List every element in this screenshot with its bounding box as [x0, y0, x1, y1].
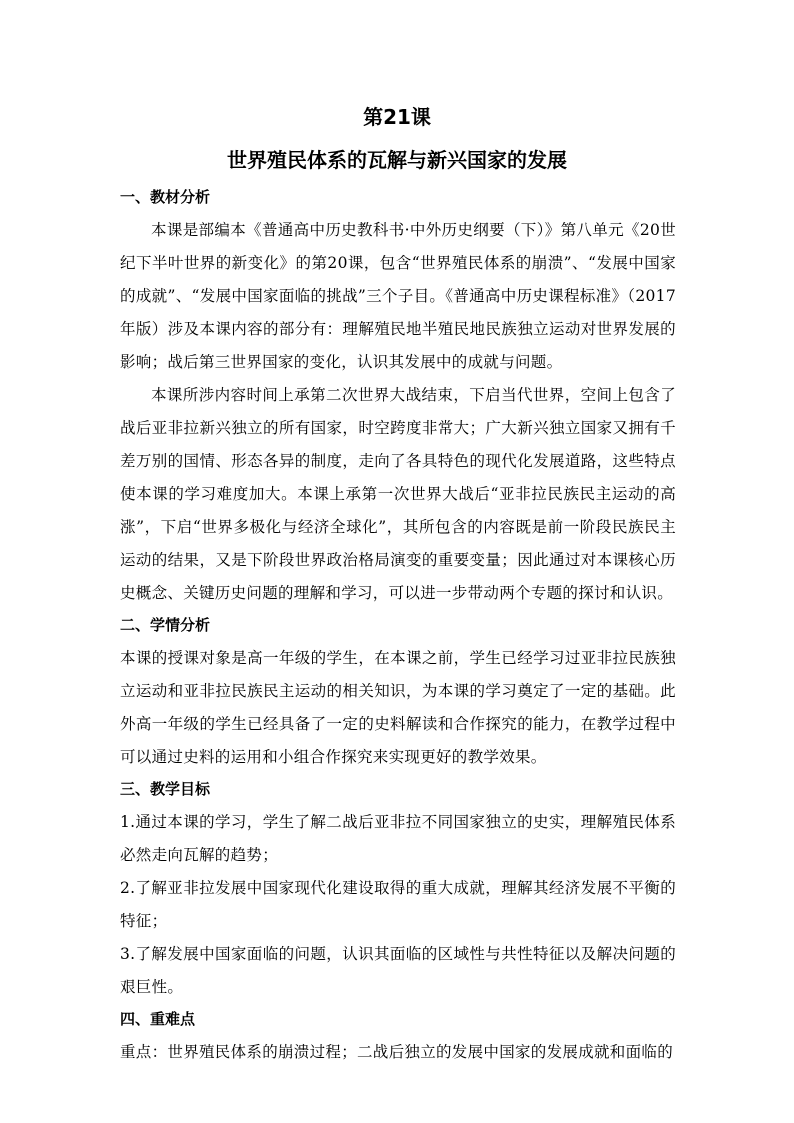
objective-item-2: 2.了解亚非拉发展中国家现代化建设取得的重大成就，理解其经济发展不平衡的特征；	[120, 879, 676, 930]
lesson-number: 第21课	[363, 105, 431, 129]
section-heading-teaching-objectives: 三、教学目标	[120, 780, 211, 798]
lesson-title: 世界殖民体系的瓦解与新兴国家的发展	[227, 148, 567, 172]
objective-item-1: 1.通过本课的学习，学生了解二战后亚非拉不同国家独立的史实，理解殖民体系必然走向瓦解的趋势；	[120, 813, 676, 864]
objective-item-3: 3.了解发展中国家面临的问题，认识其面临的区域性与共性特征以及解决问题的艰巨性。	[120, 945, 676, 996]
section-heading-learner-analysis: 二、学情分析	[120, 616, 211, 634]
section-heading-textbook-analysis: 一、教材分析	[120, 188, 211, 206]
textbook-analysis-paragraph-2: 本课所涉内容时间上承第二次世界大战结束，下启当代世界，空间上包含了战后亚非拉新兴独立的所有国家，时空跨度非常大；广大新兴独立国家又拥有千差万别的国情、形态各异的制度，走向了各具特色的现代化发展道路，这些特点使本课的学习难度加大。本课上承第一次世界大战后“亚非拉民族民主运动的高涨”，下启“世界多极化与经济全球化”，其所包含的内容既是前一阶段民族民主运动的结果，又是下阶段世界政治格局演变的重要变量；因此通过对本课核心历史概念、关键历史问题的理解和学习，可以进一步带动两个专题的探讨和认识。	[120, 386, 676, 602]
key-points-paragraph: 重点：世界殖民体系的崩溃过程；二战后独立的发展中国家的发展成就和面临的	[120, 1043, 674, 1061]
textbook-analysis-paragraph-1: 本课是部编本《普通高中历史教科书·中外历史纲要（下）》第八单元《20世纪下半叶世界的新变化》的第20课，包含“世界殖民体系的崩溃”、“发展中国家的成就”、“发展中国家面临的挑战”三个子目。《普通高中历史课程标准》（2017年版）涉及本课内容的部分有：理解殖民地半殖民地民族独立运动对世界发展的影响；战后第三世界国家的变化，认识其发展中的成就与问题。	[120, 221, 676, 371]
learner-analysis-paragraph: 本课的授课对象是高一年级的学生，在本课之前，学生已经学习过亚非拉民族独立运动和亚非拉民族民主运动的相关知识，为本课的学习奠定了一定的基础。此外高一年级的学生已经具备了一定的史料解读和合作探究的能力，在教学过程中可以通过史料的运用和小组合作探究来实现更好的教学效果。	[120, 649, 676, 766]
section-heading-key-difficulties: 四、重难点	[120, 1010, 196, 1028]
document-body	[120, 183, 676, 1069]
